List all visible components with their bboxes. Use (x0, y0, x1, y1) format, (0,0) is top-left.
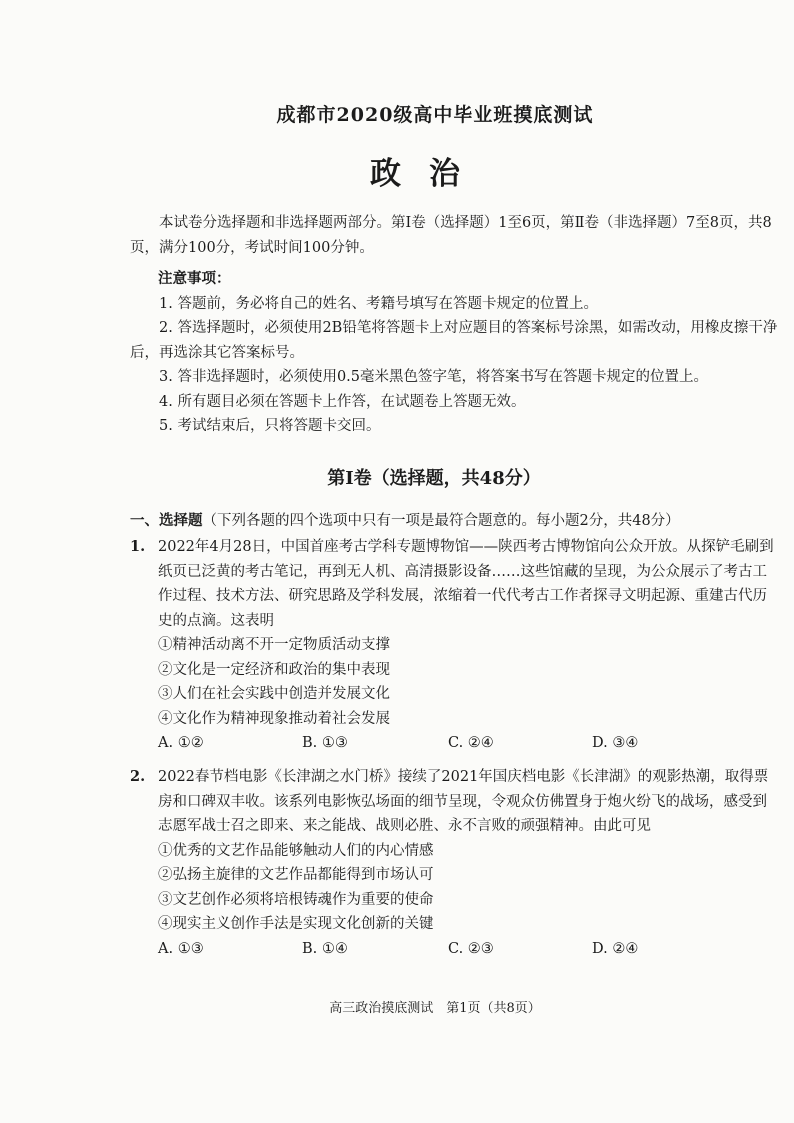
section-heading (130, 509, 780, 534)
statement-item: ④文化作为精神现象推动着社会发展 (158, 710, 390, 727)
option-d: D. ③④ (592, 735, 639, 751)
intro-text: 本试卷分选择题和非选择题两部分。第Ⅰ卷（选择题）1至6页，第Ⅱ卷（非选择题）7至8页，共8页，满分100分，考试时间100分钟。 (130, 215, 772, 256)
statement-item: ③文艺创作必须将培根铸魂作为重要的使命 (158, 891, 434, 908)
part-title: 第Ⅰ卷（选择题，共48分） (327, 468, 541, 489)
statement-item: ①精神活动离不开一定物质活动支撑 (158, 637, 390, 653)
question-2 (130, 765, 780, 961)
answer-options (158, 731, 780, 756)
option-b: B. ①④ (302, 940, 348, 957)
question-stem: 2022年4月28日，中国首座考古学科专题博物馆——陕西考古博物馆向公众开放。从探铲毛刷到纸页已泛黄的考古笔记，再到无人机、高清摄影设备……这些馆藏的呈现，为公众展示了考古工作过程、技术方法、研究思路及学科发展，浓缩着一代代考古工作者探寻文明起源、重建古代历史的点滴。这表明 (158, 539, 774, 629)
note-item: 5. 考试结束后，只将答题卡交回。 (159, 418, 381, 434)
question-stem: 2022春节档电影《长津湖之水门桥》接续了2021年国庆档电影《长津湖》的观影热潮，取得票房和口碑双丰收。该系列电影恢弘场面的细节呈现，令观众仿佛置身于炮火纷飞的战场，感受到志愿军战士召之即来、来之能战、战则必胜、永不言败的顽强精神。由此可见 (158, 769, 769, 834)
note-item: 3. 答非选择题时，必须使用0.5毫米黑色签字笔，将答案书写在答题卡规定的位置上。 (159, 369, 709, 385)
answer-options (158, 937, 780, 962)
option-b: B. ①③ (302, 735, 348, 751)
statement-item: ③人们在社会实践中创造并发展文化 (158, 686, 390, 702)
question-1 (130, 535, 780, 756)
exam-title: 成都市2020级高中毕业班摸底测试 (276, 104, 594, 126)
statement-item: ①优秀的文艺作品能够触动人们的内心情感 (158, 842, 434, 859)
question-number: 2. (130, 768, 146, 785)
subject-title: 政治 (370, 156, 488, 192)
section-label: 一、选择题 (130, 512, 203, 529)
question-number: 1. (130, 538, 146, 555)
statement-item: ②文化是一定经济和政治的集中表现 (158, 661, 390, 678)
notes-heading: 注意事项： (158, 270, 231, 287)
note-item: 1. 答题前，务必将自己的姓名、考籍号填写在答题卡规定的位置上。 (159, 295, 598, 312)
note-item: 2. 答选择题时，必须使用2B铅笔将答题卡上对应题目的答案标号涂黑，如需改动，用橡皮擦干净后，再选涂其它答案标号。 (130, 320, 778, 361)
statement-item: ②弘扬主旋律的文艺作品都能得到市场认可 (158, 867, 434, 883)
section-desc: （下列各题的四个选项中只有一项是最符合题意的。每小题2分，共48分） (202, 513, 680, 529)
option-a: A. ①② (158, 735, 204, 751)
intro-paragraph (130, 211, 780, 260)
option-c: C. ②③ (448, 940, 494, 957)
option-d: D. ②④ (592, 940, 639, 957)
notes-block (130, 267, 780, 439)
option-c: C. ②④ (448, 735, 494, 751)
page-footer: 高三政治摸底测试 第1页（共8页） (329, 1001, 541, 1016)
statement-item: ④现实主义创作手法是实现文化创新的关键 (158, 916, 434, 932)
option-a: A. ①③ (158, 940, 204, 957)
note-item: 4. 所有题目必须在答题卡上作答，在试题卷上答题无效。 (159, 393, 526, 410)
